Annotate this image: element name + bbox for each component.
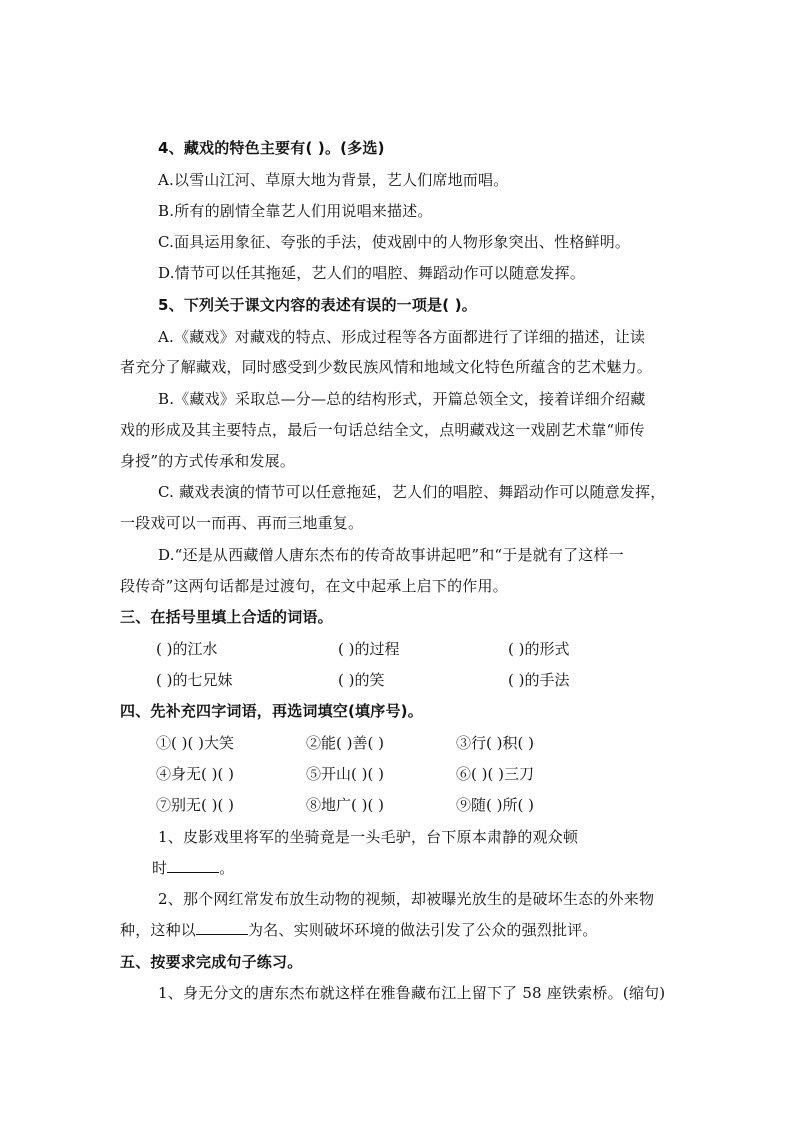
section-4-q1-prefix: 时 [152, 859, 168, 877]
section-4-q1-line2 [152, 858, 234, 878]
idiom-9[interactable]: ⑨随( )所( ) [456, 796, 534, 814]
question-4-option-d: D.情节可以任其拖延，艺人们的唱腔、舞蹈动作可以随意发挥。 [158, 264, 586, 282]
idiom-3[interactable]: ③行( )积( ) [456, 734, 534, 752]
section-4-q2-line1: 2、那个网红常发布放生动物的视频，却被曝光放生的是破坏生态的外来物 [158, 890, 655, 908]
question-5-title: 5、下列关于课文内容的表述有误的一项是( )。 [158, 296, 477, 314]
section-4-q2-suffix: 为名、实则破坏环境的做法引发了公众的强烈批评。 [248, 921, 598, 939]
idiom-5[interactable]: ⑤开山( )( ) [306, 765, 384, 783]
question-4-title: 4、藏戏的特色主要有( )。(多选) [158, 139, 385, 157]
section-3-title: 三、在括号里填上合适的词语。 [120, 608, 333, 626]
idiom-7[interactable]: ⑦别无( )( ) [156, 796, 234, 814]
section-4-title: 四、先补充四字词语，再选词填空(填序号)。 [120, 702, 423, 720]
question-5-option-b-line2: 戏的形成及其主要特点，最后一句话总结全文，点明藏戏这一戏剧艺术靠“师传 [120, 421, 645, 439]
answer-blank-1[interactable] [167, 858, 219, 873]
fill-blank-smile[interactable]: ( )的笑 [338, 671, 385, 689]
fill-blank-technique[interactable]: ( )的手法 [508, 671, 570, 689]
idiom-2[interactable]: ②能( )善( ) [306, 734, 384, 752]
fill-blank-process[interactable]: ( )的过程 [338, 640, 400, 658]
idiom-1[interactable]: ①( )( )大笑 [156, 734, 234, 752]
question-5-option-b-line3: 身授”的方式传承和发展。 [120, 452, 296, 470]
question-5-option-a-line1: A.《藏戏》对藏戏的特点、形成过程等各方面都进行了详细的描述，让读 [158, 328, 646, 346]
question-4-option-a: A.以雪山江河、草原大地为背景，艺人们席地而唱。 [158, 171, 509, 189]
fill-blank-form[interactable]: ( )的形式 [508, 640, 570, 658]
fill-blank-siblings[interactable]: ( )的七兄妹 [156, 671, 233, 689]
answer-blank-2[interactable] [196, 920, 248, 935]
idiom-6[interactable]: ⑥( )( )三刀 [456, 765, 534, 783]
question-4-option-c: C.面具运用象征、夸张的手法，使戏剧中的人物形象突出、性格鲜明。 [158, 233, 631, 251]
question-5-option-d-line1: D.“还是从西藏僧人唐东杰布的传奇故事讲起吧”和“于是就有了这样一 [158, 546, 624, 564]
question-5-option-c-line1: C. 藏戏表演的情节可以任意拖延，艺人们的唱腔、舞蹈动作可以随意发挥， [158, 483, 666, 501]
question-5-option-c-line2: 一段戏可以一而再、再而三地重复。 [120, 514, 364, 532]
question-4-option-b: B.所有的剧情全靠艺人们用说唱来描述。 [158, 202, 433, 220]
section-4-q1-line1: 1、皮影戏里将军的坐骑竟是一头毛驴，台下原本肃静的观众顿 [158, 828, 579, 846]
question-5-option-d-line2: 段传奇”这两句话都是过渡句，在文中起承上启下的作用。 [120, 577, 508, 595]
idiom-8[interactable]: ⑧地广( )( ) [306, 796, 384, 814]
section-4-q1-suffix: 。 [219, 859, 235, 877]
section-5-title: 五、按要求完成句子练习。 [120, 953, 303, 971]
question-5-option-b-line1: B.《藏戏》采取总—分—总的结构形式，开篇总领全文，接着详细介绍藏 [158, 390, 646, 408]
section-5-q1: 1、身无分文的唐东杰布就这样在雅鲁藏布江上留下了 58 座铁索桥。(缩句) [158, 984, 666, 1002]
fill-blank-river[interactable]: ( )的江水 [156, 640, 218, 658]
section-4-q2-line2 [120, 920, 598, 940]
section-4-q2-prefix: 种，这种以 [120, 921, 197, 939]
idiom-4[interactable]: ④身无( )( ) [156, 765, 234, 783]
question-5-option-a-line2: 者充分了解藏戏，同时感受到少数民族风情和地域文化特色所蕴含的艺术魅力。 [120, 358, 653, 376]
